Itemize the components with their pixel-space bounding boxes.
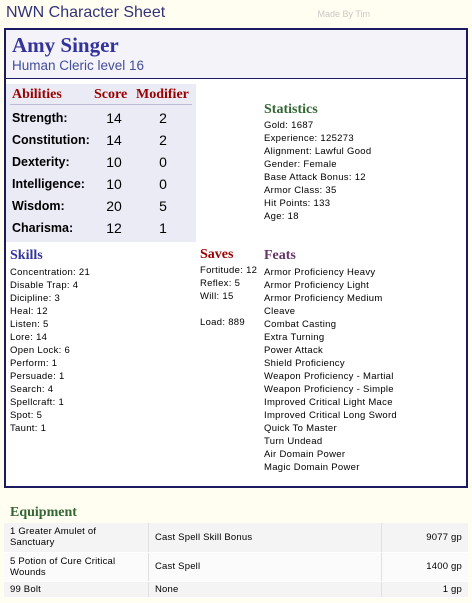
skill-item: Taunt: 1 <box>10 423 47 434</box>
statistics-header: Statistics <box>264 102 318 117</box>
equipment-property: Cast Spell <box>149 552 382 581</box>
equipment-value: 1400 gp <box>382 552 469 581</box>
character-class-level: Human Cleric level 16 <box>12 58 145 73</box>
character-name: Amy Singer <box>12 33 119 57</box>
abilities-header: Abilities <box>12 87 62 102</box>
save-fortitude: Fortitude: 12 <box>200 265 258 276</box>
feat-item: Quick To Master <box>264 423 337 434</box>
abilities-divider <box>10 104 192 105</box>
ability-row-constitution <box>6 130 196 152</box>
equipment-property: Cast Spell Skill Bonus <box>149 523 382 552</box>
feat-item: Air Domain Power <box>264 449 346 460</box>
stat-hit-points: Hit Points: 133 <box>264 198 331 209</box>
skill-item: Disable Trap: 4 <box>10 280 79 291</box>
skill-item: Persuade: 1 <box>10 371 65 382</box>
feat-item: Turn Undead <box>264 436 323 447</box>
feats-list <box>264 266 397 474</box>
ability-score: 20 <box>106 198 122 214</box>
modifier-header: Modifier <box>136 87 189 102</box>
feat-item: Weapon Proficiency - Simple <box>264 384 394 395</box>
skill-item: Spellcraft: 1 <box>10 397 65 408</box>
skill-item: Listen: 5 <box>10 319 49 330</box>
stat-base-attack-bonus: Base Attack Bonus: 12 <box>264 172 366 183</box>
stat-gender: Gender: Female <box>264 159 337 170</box>
feat-item: Extra Turning <box>264 332 325 343</box>
skill-item: Lore: 14 <box>10 332 48 343</box>
ability-row-charisma <box>6 218 196 240</box>
feat-item: Improved Critical Long Sword <box>264 410 398 421</box>
ability-name: Strength: <box>12 111 68 125</box>
ability-modifier: 0 <box>159 154 167 170</box>
equipment-table <box>4 523 468 598</box>
ability-name: Dexterity: <box>12 155 70 169</box>
feats-header: Feats <box>264 248 296 263</box>
made-by-credit: Made By Tim <box>317 9 370 19</box>
statistics-list <box>264 119 371 223</box>
save-reflex: Reflex: 5 <box>200 278 241 289</box>
score-header: Score <box>94 87 128 102</box>
table-row <box>4 581 468 597</box>
ability-score: 10 <box>106 154 122 170</box>
ability-score: 14 <box>106 110 122 126</box>
ability-modifier: 2 <box>159 132 167 148</box>
stat-age: Age: 18 <box>264 211 299 222</box>
equipment-value: 1 gp <box>382 581 469 597</box>
ability-row-dexterity <box>6 152 196 174</box>
stat-experience: Experience: 125273 <box>264 133 354 144</box>
feat-item: Shield Proficiency <box>264 358 345 369</box>
ability-row-intelligence <box>6 174 196 196</box>
ability-name: Charisma: <box>12 221 74 235</box>
saves-header: Saves <box>200 247 234 262</box>
skill-item: Heal: 12 <box>10 306 48 317</box>
ability-row-strength <box>6 108 196 130</box>
character-header <box>6 30 466 79</box>
load-value: Load: 889 <box>200 317 245 328</box>
equipment-property: None <box>149 581 382 597</box>
stat-gold: Gold: 1687 <box>264 120 314 131</box>
ability-score: 14 <box>106 132 122 148</box>
feat-item: Improved Critical Light Mace <box>264 397 393 408</box>
feat-item: Weapon Proficiency - Martial <box>264 371 394 382</box>
skills-list <box>10 266 90 435</box>
ability-name: Wisdom: <box>12 199 65 213</box>
ability-row-wisdom <box>6 196 196 218</box>
equipment-item: 5 Potion of Cure Critical Wounds <box>4 552 149 581</box>
skill-item: Concentration: 21 <box>10 267 91 278</box>
table-row <box>4 523 468 552</box>
save-will: Will: 15 <box>200 291 234 302</box>
equipment-item: 1 Greater Amulet of Sanctuary <box>4 523 149 552</box>
title-bar <box>0 0 472 26</box>
feat-item: Cleave <box>264 306 296 317</box>
skill-item: Dicipline: 3 <box>10 293 61 304</box>
ability-score: 12 <box>106 220 122 236</box>
ability-modifier: 1 <box>159 220 167 236</box>
feat-item: Armor Proficiency Heavy <box>264 267 376 278</box>
ability-score: 10 <box>106 176 122 192</box>
saves-list <box>200 264 257 303</box>
character-sheet <box>4 28 468 488</box>
equipment-item: 99 Bolt <box>4 581 149 597</box>
ability-name: Constitution: <box>12 133 90 147</box>
feat-item: Power Attack <box>264 345 324 356</box>
stat-alignment: Alignment: Lawful Good <box>264 146 372 157</box>
skill-item: Open Lock: 6 <box>10 345 71 356</box>
table-row <box>4 552 468 581</box>
feat-item: Armor Proficiency Light <box>264 280 370 291</box>
ability-name: Intelligence: <box>12 177 85 191</box>
equipment-header: Equipment <box>10 505 77 520</box>
skill-item: Spot: 5 <box>10 410 43 421</box>
ability-modifier: 5 <box>159 198 167 214</box>
abilities-panel <box>6 84 196 242</box>
skills-header: Skills <box>10 248 43 263</box>
ability-modifier: 2 <box>159 110 167 126</box>
skill-item: Search: 4 <box>10 384 54 395</box>
stat-armor-class: Armor Class: 35 <box>264 185 337 196</box>
app-title: NWN Character Sheet <box>6 4 166 21</box>
feat-item: Magic Domain Power <box>264 462 360 473</box>
feat-item: Armor Proficiency Medium <box>264 293 383 304</box>
equipment-value: 9077 gp <box>382 523 469 552</box>
feat-item: Combat Casting <box>264 319 337 330</box>
ability-modifier: 0 <box>159 176 167 192</box>
skill-item: Perform: 1 <box>10 358 58 369</box>
